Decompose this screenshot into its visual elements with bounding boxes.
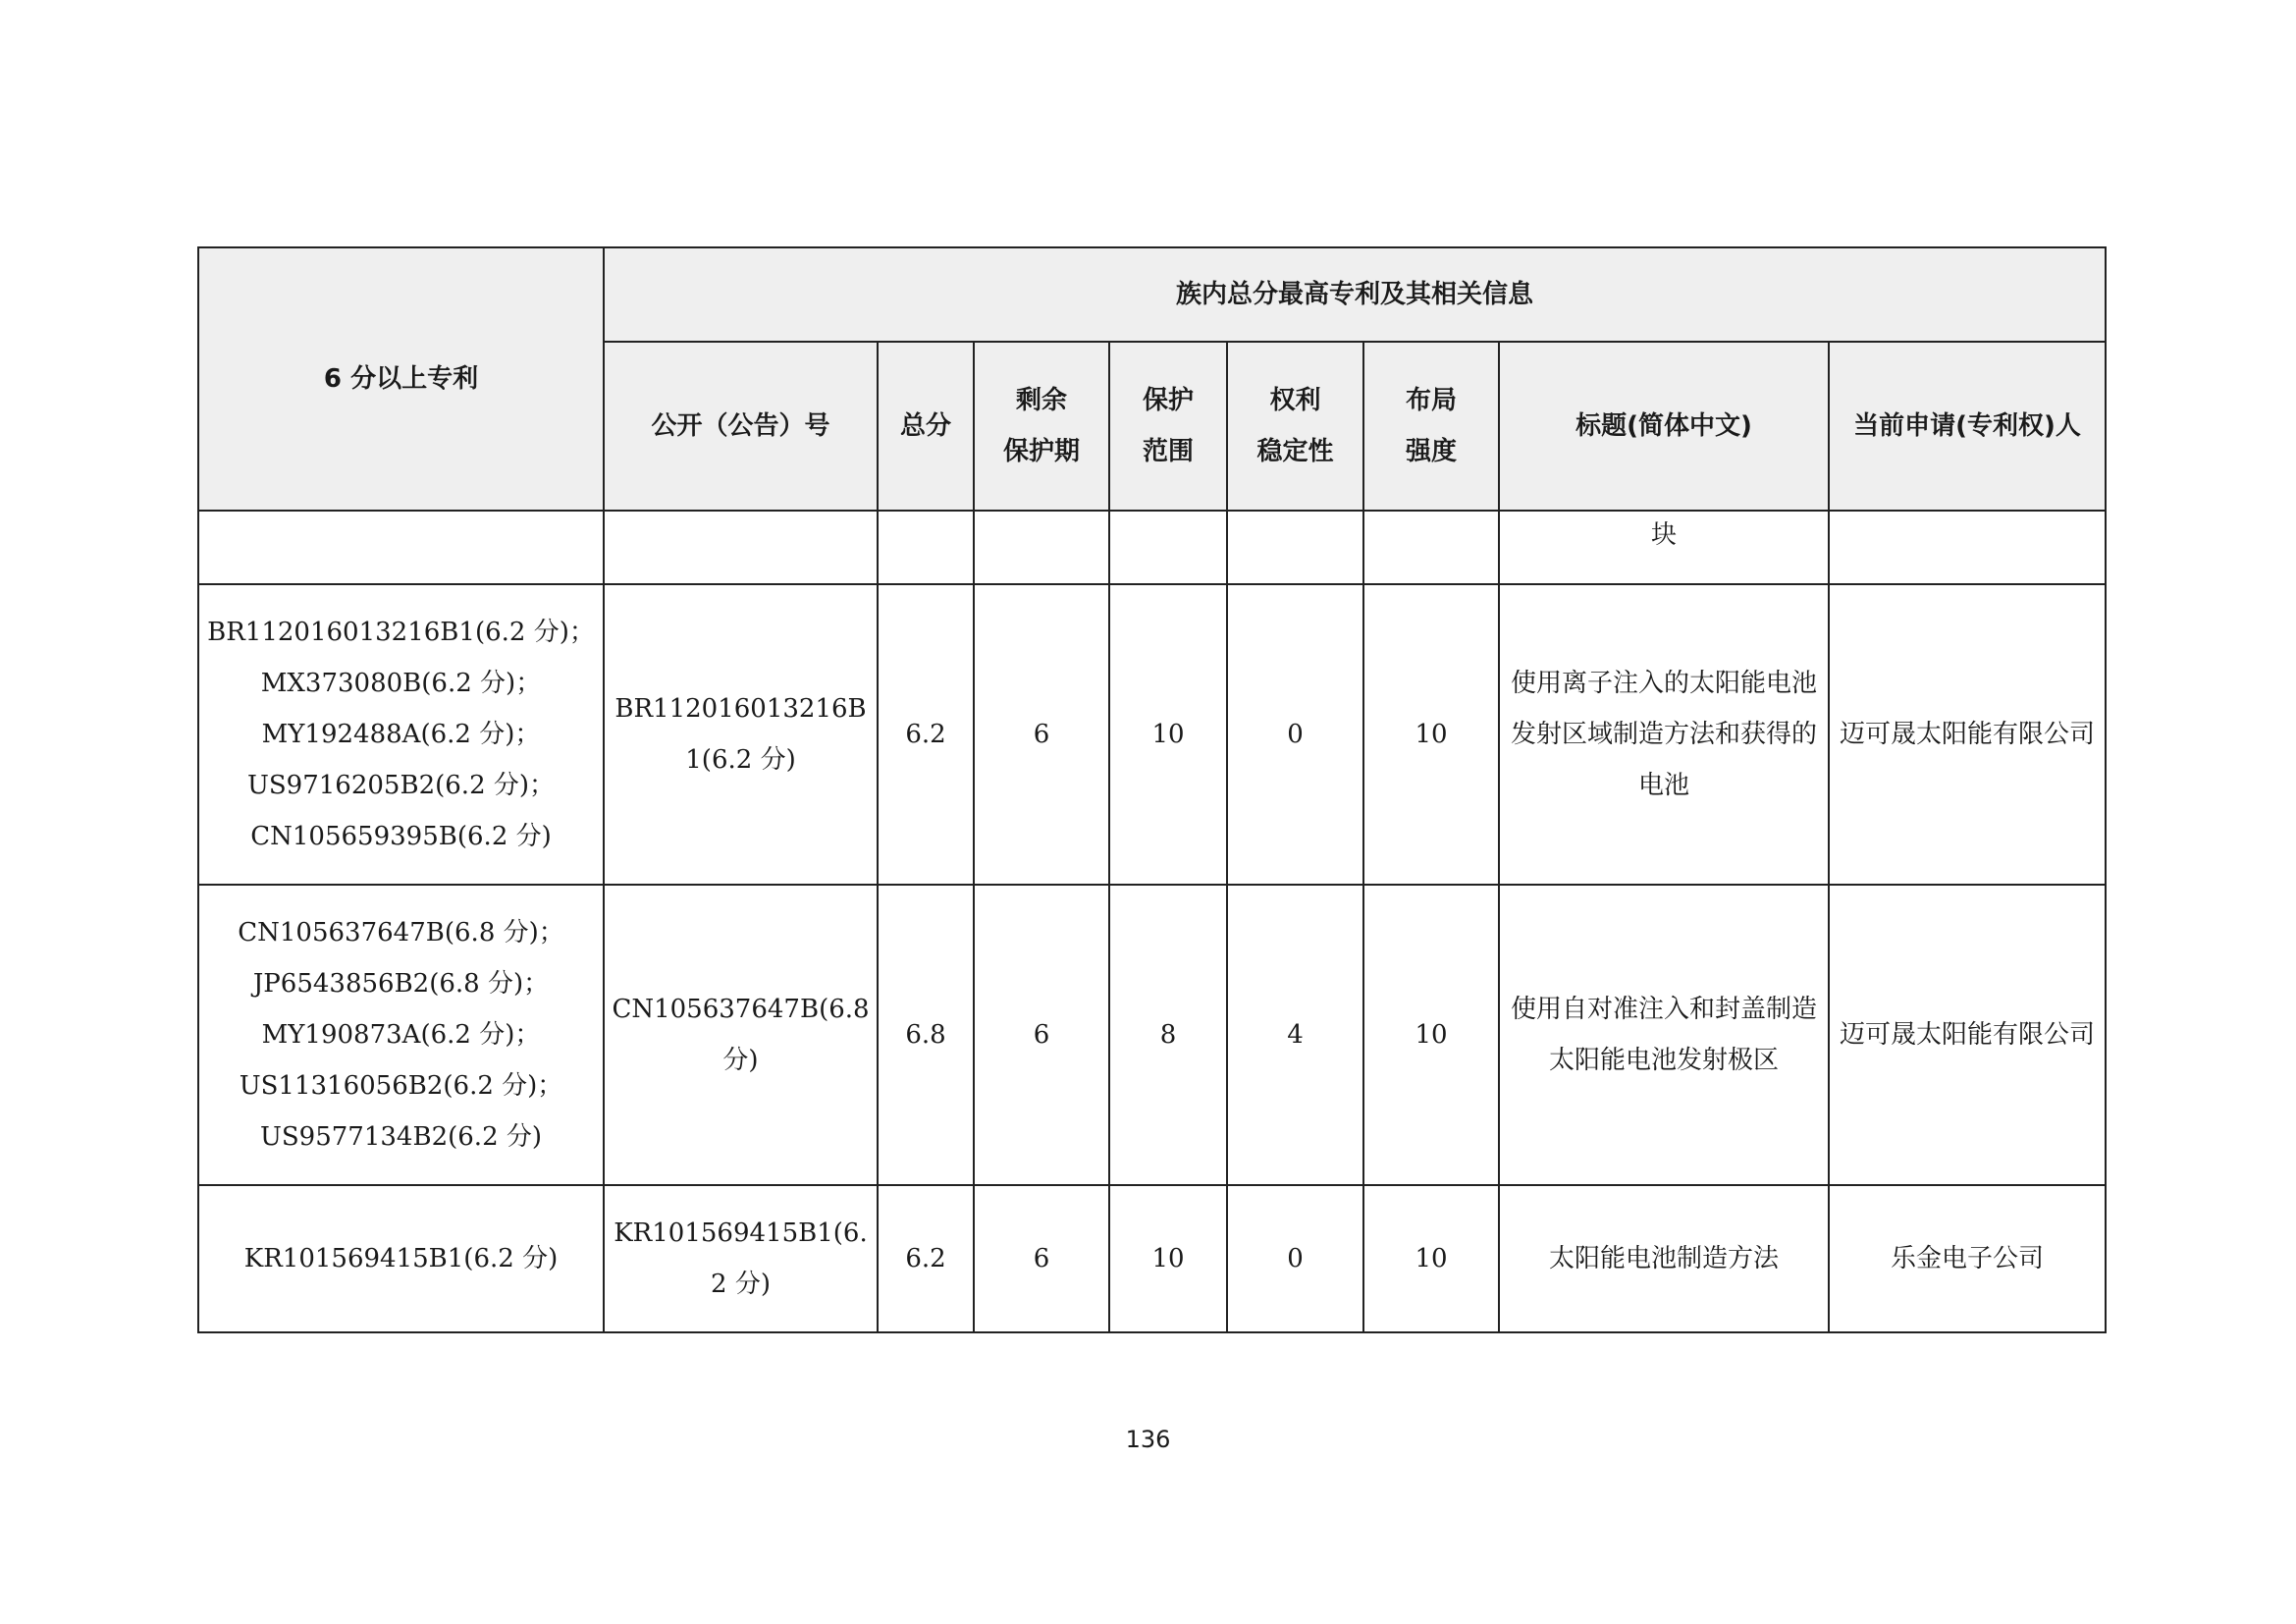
- cell-remaining-protection: 6: [974, 885, 1109, 1185]
- cell-right-stability: 4: [1227, 885, 1363, 1185]
- family-patent: US9716205B2(6.2 分)；: [246, 771, 556, 800]
- cell-empty: [1227, 511, 1363, 584]
- header-publication-number: 公开（公告）号: [604, 342, 878, 511]
- cell-family-list: [198, 1185, 604, 1332]
- cell-title: 太阳能电池制造方法: [1499, 1185, 1829, 1332]
- cell-title: 使用自对准注入和封盖制造太阳能电池发射极区: [1499, 885, 1829, 1185]
- cell-family-list: [198, 584, 604, 885]
- cell-empty: [198, 511, 604, 584]
- family-patent: MY190873A(6.2 分)；: [261, 1020, 541, 1050]
- family-patent: US9577134B2(6.2 分): [259, 1122, 543, 1152]
- cell-assignee: 乐金电子公司: [1829, 1185, 2106, 1332]
- cell-publication-number: CN105637647B(6.8 分): [604, 885, 878, 1185]
- family-patent: US11316056B2(6.2 分)；: [239, 1071, 563, 1101]
- cell-right-stability: 0: [1227, 1185, 1363, 1332]
- family-patent: BR112016013216B1(6.2 分)；: [207, 618, 595, 647]
- header-total-score: 总分: [878, 342, 974, 511]
- cell-layout-strength: 10: [1363, 1185, 1499, 1332]
- table-row: [198, 584, 2106, 885]
- family-patent: JP6543856B2(6.8 分)；: [252, 969, 550, 999]
- cell-empty: [1829, 511, 2106, 584]
- cell-remaining-protection: 6: [974, 1185, 1109, 1332]
- cell-publication-number: BR112016013216B1(6.2 分): [604, 584, 878, 885]
- cell-total-score: 6.8: [878, 885, 974, 1185]
- cell-publication-number: KR101569415B1(6.2 分): [604, 1185, 878, 1332]
- header-family-top-patent-info: 族内总分最高专利及其相关信息: [604, 247, 2106, 342]
- cell-layout-strength: 10: [1363, 885, 1499, 1185]
- family-patent: KR101569415B1(6.2 分): [243, 1244, 559, 1273]
- header-remaining-protection: 剩余 保护期: [974, 342, 1109, 511]
- family-patent: CN105659395B(6.2 分): [250, 822, 552, 851]
- cell-remaining-protection: 6: [974, 584, 1109, 885]
- header-high-score-patents: 6 分以上专利: [198, 247, 604, 511]
- table-row-continuation: [198, 511, 2106, 584]
- cell-assignee: 迈可晟太阳能有限公司: [1829, 584, 2106, 885]
- cell-title: 使用离子注入的太阳能电池发射区域制造方法和获得的电池: [1499, 584, 1829, 885]
- cell-title-continuation: 块: [1499, 511, 1829, 584]
- family-patent: MY192488A(6.2 分)；: [261, 720, 541, 749]
- cell-assignee: 迈可晟太阳能有限公司: [1829, 885, 2106, 1185]
- header-title-zh: 标题(简体中文): [1499, 342, 1829, 511]
- header-right-stability: 权利 稳定性: [1227, 342, 1363, 511]
- cell-layout-strength: 10: [1363, 584, 1499, 885]
- table-row: [198, 1185, 2106, 1332]
- cell-protection-scope: 10: [1109, 584, 1227, 885]
- cell-right-stability: 0: [1227, 584, 1363, 885]
- cell-empty: [1363, 511, 1499, 584]
- cell-family-list: [198, 885, 604, 1185]
- header-assignee: 当前申请(专利权)人: [1829, 342, 2106, 511]
- table-row: [198, 885, 2106, 1185]
- cell-protection-scope: 8: [1109, 885, 1227, 1185]
- cell-empty: [1109, 511, 1227, 584]
- header-protection-scope: 保护 范围: [1109, 342, 1227, 511]
- cell-total-score: 6.2: [878, 1185, 974, 1332]
- family-patent: CN105637647B(6.8 分)；: [238, 918, 564, 947]
- cell-empty: [974, 511, 1109, 584]
- header-layout-strength: 布局 强度: [1363, 342, 1499, 511]
- cell-total-score: 6.2: [878, 584, 974, 885]
- patent-table: [197, 246, 2107, 1333]
- page-number: 136: [1125, 1426, 1171, 1453]
- cell-empty: [604, 511, 878, 584]
- cell-empty: [878, 511, 974, 584]
- cell-protection-scope: 10: [1109, 1185, 1227, 1332]
- family-patent: MX373080B(6.2 分)；: [260, 669, 542, 698]
